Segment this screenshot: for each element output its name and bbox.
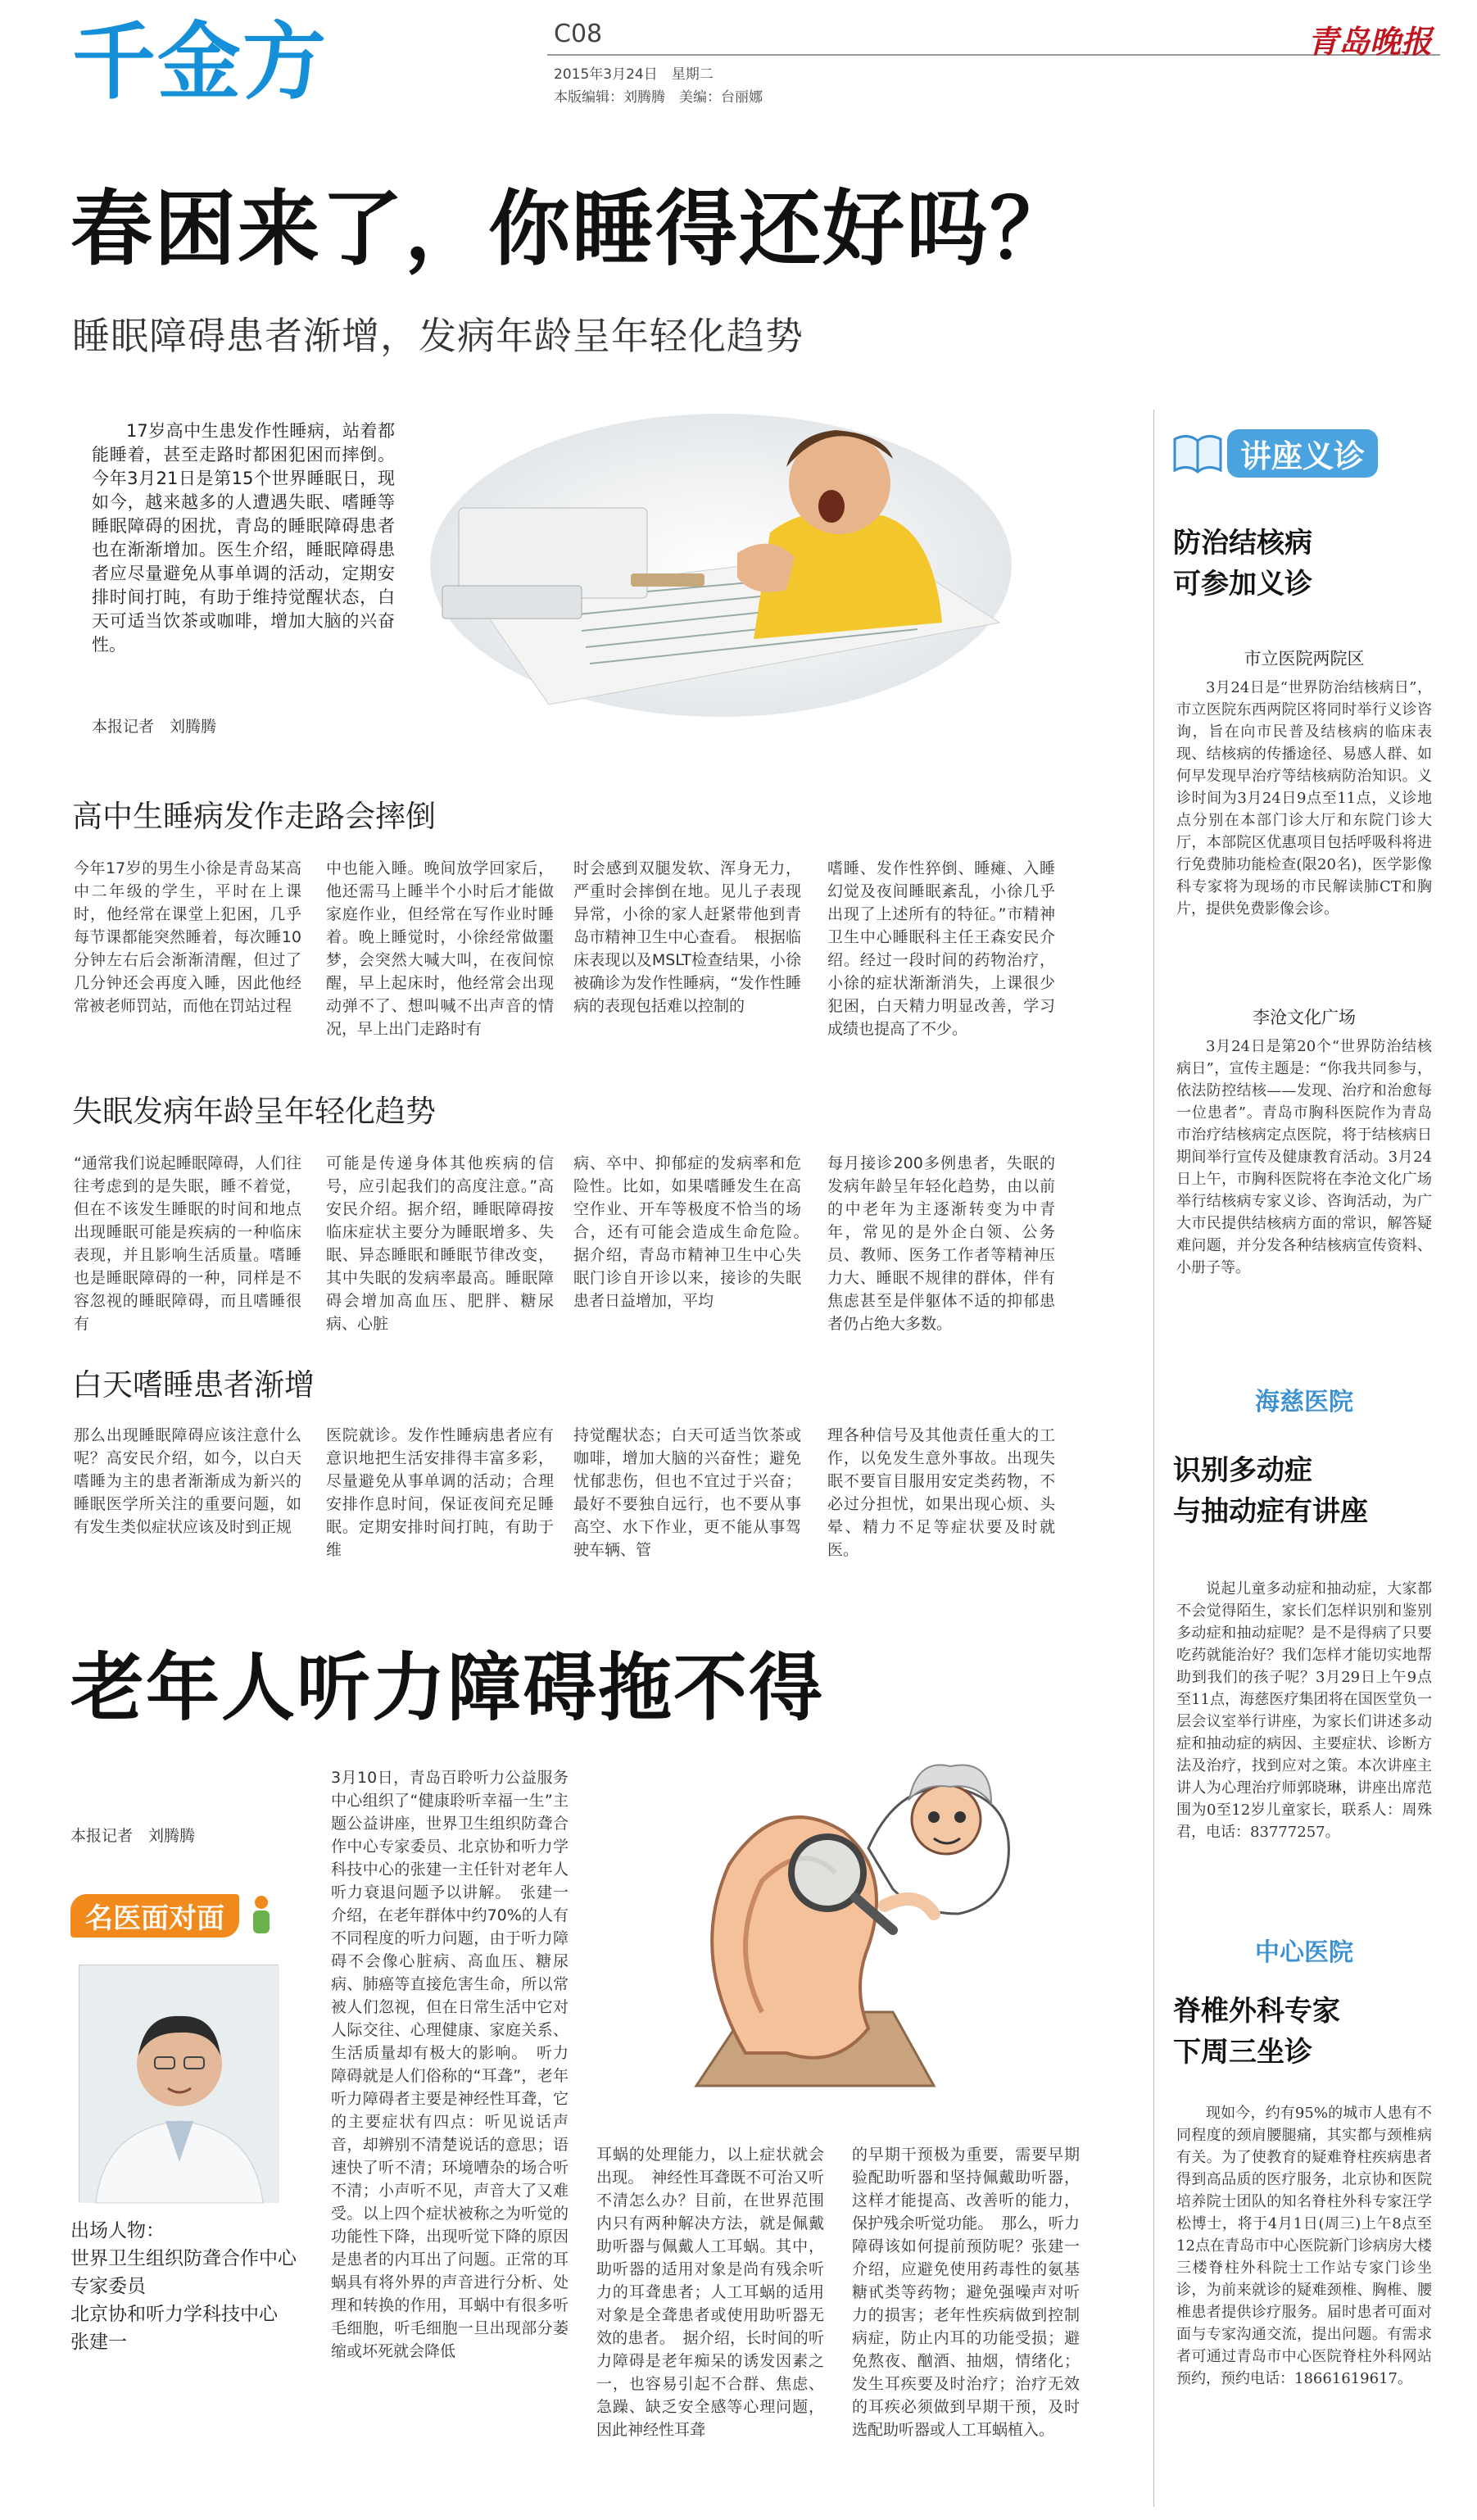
- section2-col3: 病、卒中、抑郁症的发病率和危险性。比如，如果嗜睡发生在高空作业、开车等极度不恰当的场合，还有可能会造成生命危险。 据介绍，青岛市精神卫生中心失眠门诊自开诊以来，接诊的失眠患者日益增加，平均: [573, 1154, 818, 1310]
- book-icon: [1171, 428, 1224, 480]
- guest-line-2: 世界卫生组织防聋合作中心: [70, 2248, 297, 2269]
- newspaper-logo: 青岛晚报: [1307, 23, 1433, 60]
- sidebar-item2-title-line1: 识别多动症: [1173, 1454, 1312, 1487]
- section2-col2: 可能是传递身体其他疾病的信号，应引起我们的高度注意。”高安民介绍。据介绍，睡眠障碍按临床症状主要分为睡眠增多、失眠、异态睡眠和睡眠节律改变，其中失眠的发病率最高。睡眠障碍会增加高血压、肥胖、糖尿病、心脏: [326, 1154, 554, 1333]
- article2-headline: 老年人听力障碍拖不得: [70, 1645, 824, 1731]
- sidebar-item3-title-line2: 下周三坐诊: [1173, 2036, 1312, 2069]
- sidebar-item2-title-line2: 与抽动症有讲座: [1173, 1495, 1368, 1528]
- sidebar-item1-title: [1173, 523, 1312, 605]
- section-title-1: 高中生睡病发作走路会摔倒: [72, 799, 436, 834]
- sidebar-item1-title-line1: 防治结核病: [1173, 527, 1312, 560]
- section-logo: 千金方: [72, 14, 328, 111]
- yawning-boy-photo: [426, 410, 1016, 721]
- section1-col4: 嗜睡、发作性猝倒、睡瘫、入睡幻觉及夜间睡眠紊乱，小徐几乎出现了上述所有的特征。”市精神卫生中心睡眠科主任王森安民介绍。经过一段时间的药物治疗，小徐的症状渐渐消失，上课很少犯困，白天精力明显改善，学习成绩也提高了不少。: [827, 859, 1055, 1038]
- guest-line-4: 北京协和听力学科技中心: [70, 2304, 278, 2325]
- editors-line: 本版编辑：刘腾腾 美编：台丽娜: [554, 89, 763, 106]
- page-number: C08: [554, 20, 603, 48]
- article2-reporter: 本报记者 刘腾腾: [70, 1827, 196, 1845]
- sidebar-item3-title: [1173, 1991, 1340, 2073]
- section3-col3: 持觉醒状态；白天可适当饮茶或咖啡，增加大脑的兴奋性；避免忧郁悲伤，但也不宜过于兴奋；最好不要独自远行，也不要从事高空、水下作业，更不能从事驾驶车辆、管: [573, 1426, 801, 1559]
- section1-col3: 时会感到双腿发软、浑身无力，严重时会摔倒在地。见儿子表现异常，小徐的家人赶紧带他到青岛市精神卫生中心查看。 根据临床表现以及MSLT检查结果，小徐被确诊为发作性睡病，“发作性睡病的表现包括难以控制的: [573, 859, 801, 1015]
- sidebar-divider: [1153, 410, 1154, 2507]
- article2-col2: 耳蜗的处理能力，以上症状就会出现。 神经性耳聋既不可治又听不清怎么办？目前，在世界范围内只有两种解决方法，就是佩戴助听器与佩戴人工耳蜗。其中，助听器的适用对象是尚有残余听力的耳聋患者；人工耳蜗的适用对象是全聋患者或使用助听器无效的患者。 据介绍，长时间的听力障碍是老年痴呆的诱发因素之一，也容易引起不合群、焦虑、急躁、缺乏安全感等心理问题，因此神经性耳聋: [596, 2146, 824, 2439]
- sidebar-item1-title-line2: 可参加义诊: [1173, 568, 1312, 601]
- article1-intro: 17岁高中生患发作性睡病，站着都能睡着，甚至走路时都困犯困而摔倒。今年3月21日是第15个世界睡眠日，现如今，越来越多的人遭遇失眠、嗜睡等睡眠障碍的困扰，青岛的睡眠障碍患者也在渐渐增加。医生介绍，睡眠障碍患者应尽量避免从事单调的活动，定期安排时间打盹，有助于维持觉醒状态，白天可适当饮茶或咖啡，增加大脑的兴奋性。: [92, 421, 395, 655]
- header-rule: [547, 54, 1440, 56]
- banner-text: 讲座义诊: [1227, 429, 1378, 478]
- guest-line-3: 专家委员: [70, 2276, 146, 2297]
- article1-reporter: 本报记者 刘腾腾: [92, 718, 217, 736]
- section3-col4: 理各种信号及其他责任重大的工作，以免发生意外事故。出现失眠不要盲目服用安定类药物，不必过分担忧，如果出现心烦、头晕、精力不足等症状要及时就医。: [827, 1426, 1055, 1559]
- sidebar-item1-text1: 3月24日是“世界防治结核病日”，市立医院东西两院区将同时举行义诊咨询，旨在向市民普及结核病的临床表现、结核病的传播途径、易感人群、如何早发现早治疗等结核病防治知识。义诊时间为3月24日9点至11点，义诊地点分别在本部门诊大厅和东院门诊大厅，本部院区优惠项目包括呼吸科将进行免费肺功能检查(限20名)，医学影像科专家将为现场的市民解读肺CT和胸片，提供免费影像会诊。: [1176, 679, 1432, 918]
- guest-line-1: 出场人物：: [70, 2220, 165, 2241]
- doctor-portrait: [79, 1965, 279, 2202]
- section1-col2: 中也能入睡。晚间放学回家后，他还需马上睡半个小时后才能做家庭作业，但经常在写作业时睡着。晚上睡觉时，小徐经常做噩梦，会突然大喊大叫，在夜间惊醒，早上起床时，他经常会出现动弹不了、想叫喊不出声音的情况，早上出门走路时有: [326, 859, 554, 1038]
- sidebar-item2-hospital: 海慈医院: [1255, 1388, 1353, 1416]
- sidebar-item3-hospital: 中心医院: [1255, 1938, 1353, 1967]
- sidebar-item2-title: [1173, 1450, 1368, 1532]
- article1-headline: 春困来了，你睡得还好吗？: [70, 181, 1073, 277]
- sidebar-item3-title-line1: 脊椎外科专家: [1173, 1995, 1340, 2028]
- sidebar-item1-location1: 市立医院两院区: [1244, 649, 1365, 669]
- badge-text: 名医面对面: [70, 1894, 239, 1938]
- section2-col4: 每月接诊200多例患者，失眠的发病年龄呈年轻化趋势，由以前的中老年为主逐渐转变为中青年，常见的是外企白领、公务员、教师、医务工作者等精神压力大、睡眠不规律的群体，伴有焦虑甚至是伴躯体不适的抑郁患者仍占绝大多数。: [827, 1154, 1055, 1333]
- sidebar-item1-location2: 李沧文化广场: [1253, 1008, 1356, 1027]
- section-title-3: 白天嗜睡患者渐增: [72, 1367, 315, 1403]
- lecture-banner: [1171, 424, 1425, 482]
- sidebar-item1-text2: 3月24日是第20个“世界防治结核病日”，宣传主题是：“你我共同参与，依法防控结核——发现、治疗和治愈每一位患者”。青岛市胸科医院作为青岛市治疗结核病定点医院，将于结核病日期间举行宣传及健康教育活动。3月24日上午，市胸科医院将在李沧文化广场举行结核病专家义诊、咨询活动，为广大市民提供结核病方面的常识，解答疑难问题，并分发各种结核病宣传资料、小册子等。: [1176, 1038, 1432, 1276]
- article2-col1: 3月10日，青岛百聆听力公益服务中心组织了“健康聆听幸福一生”主题公益讲座，世界卫生组织防聋合作中心专家委员、北京协和听力学科技中心的张建一主任针对老年人听力衰退问题予以讲解。 张建一介绍，在老年群体中约70%的人有不同程度的听力问题，由于听力障碍不会像心脏病、高血压、糖尿病、肺癌等直接危害生命，所以常被人们忽视，但在日常生活中它对人际交往、心理健康、家庭关系、生活质量却有极大的影响。 听力障碍就是人们俗称的“耳聋”，老年听力障碍者主要是神经性耳聋，它的主要症状有四点：听见说话声音，却辨别不清楚说话的意思；语速快了听不清；环境嘈杂的场合听不清；小声听不见，声音大了又难受。以上四个症状被称之为听觉的功能性下降，出现听觉下降的原因是患者的内耳出了问题。正常的耳蜗具有将外界的声音进行分析、处理和转换的作用，耳蜗中有很多听毛细胞，听毛细胞一旦出现部分萎缩或坏死就会降低: [331, 1769, 569, 2360]
- famous-doctor-badge: [70, 1894, 308, 1938]
- section2-col1: “通常我们说起睡眠障碍，人们往往考虑到的是失眠，睡不着觉，但在不该发生睡眠的时间和地点出现睡眠可能是疾病的一种临床表现，并且影响生活质量。嗜睡也是睡眠障碍的一种，同样是不容忽视的睡眠障碍，而且嗜睡很有: [74, 1154, 301, 1333]
- guest-line-5: 张建一: [70, 2332, 127, 2353]
- guest-info: [70, 2217, 297, 2356]
- article1-subheadline: 睡眠障碍患者渐增，发病年龄呈年轻化趋势: [72, 314, 804, 358]
- article2-col3: 的早期干预极为重要，需要早期验配助听器和坚持佩戴助听器，这样才能提高、改善听的能力，保护残余听觉功能。 那么，听力障碍该如何提前预防呢？张建一介绍，应避免使用药毒性的氨基糖甙类等药物；避免强噪声对听力的损害；老年性疾病做到控制病症，防止内耳的功能受损；避免熬夜、酗酒、抽烟，情绪化；发生耳疾要及时治疗；治疗无效的耳疾必须做到早期干预，及时选配助听器或人工耳蜗植入。: [852, 2146, 1080, 2439]
- section-title-2: 失眠发病年龄呈年轻化趋势: [72, 1094, 436, 1129]
- sidebar-item3-text: 现如今，约有95%的城市人患有不同程度的颈肩腰腿痛，其实都与颈椎病有关。为了使教育的疑难脊柱疾病患者得到高品质的医疗服务，北京协和医院培养院士团队的知名脊柱外科专家汪学松博士，将于4月1日(周三)上午8点至12点在青岛市中心医院新门诊病房大楼三楼脊柱外科院士工作站专家门诊坐诊，为前来就诊的疑难颈椎、胸椎、腰椎患者提供诊疗服务。届时患者可面对面与专家沟通交流，提出问题。有需求者可通过青岛市中心医院脊柱外科网站预约，预约电话：18661619617。: [1176, 2105, 1432, 2387]
- sidebar-item2-text: 说起儿童多动症和抽动症，大家都不会觉得陌生，家长们怎样识别和鉴别多动症和抽动症呢？是不是得病了只要吃药就能治好？我们怎样才能切实地帮助到我们的孩子呢？3月29日上午9点至11点，海慈医疗集团将在国医堂负一层会议室举行讲座，为家长们讲述多动症和抽动症的病因、主要症状、诊断方法及治疗，找到应对之策。本次讲座主讲人为心理治疗师郭晓琳，讲座出席范围为0至12岁儿童家长，联系人：周殊君，电话：83777257。: [1176, 1580, 1432, 1841]
- ear-doctor-cartoon: [623, 1742, 1049, 2119]
- section3-col1: 那么出现睡眠障碍应该注意什么呢？高安民介绍，如今，以白天嗜睡为主的患者渐渐成为新兴的睡眠医学所关注的重要问题，如有发生类似症状应该及时到正规: [74, 1426, 301, 1536]
- badge-person-icon: [248, 1894, 274, 1938]
- section1-col1: 今年17岁的男生小徐是青岛某高中二年级的学生，平时在上课时，他经常在课堂上犯困，几乎每节课都能突然睡着，每次睡10分钟左右后会渐渐清醒，但过了几分钟还会再度入睡，因此他经常被老师罚站，而他在罚站过程: [74, 859, 301, 1015]
- section3-col2: 医院就诊。发作性睡病患者应有意识地把生活安排得丰富多彩，尽量避免从事单调的活动；合理安排作息时间，保证夜间充足睡眠。定期安排时间打盹，有助于维: [326, 1426, 554, 1559]
- issue-date: 2015年3月24日 星期二: [554, 66, 714, 83]
